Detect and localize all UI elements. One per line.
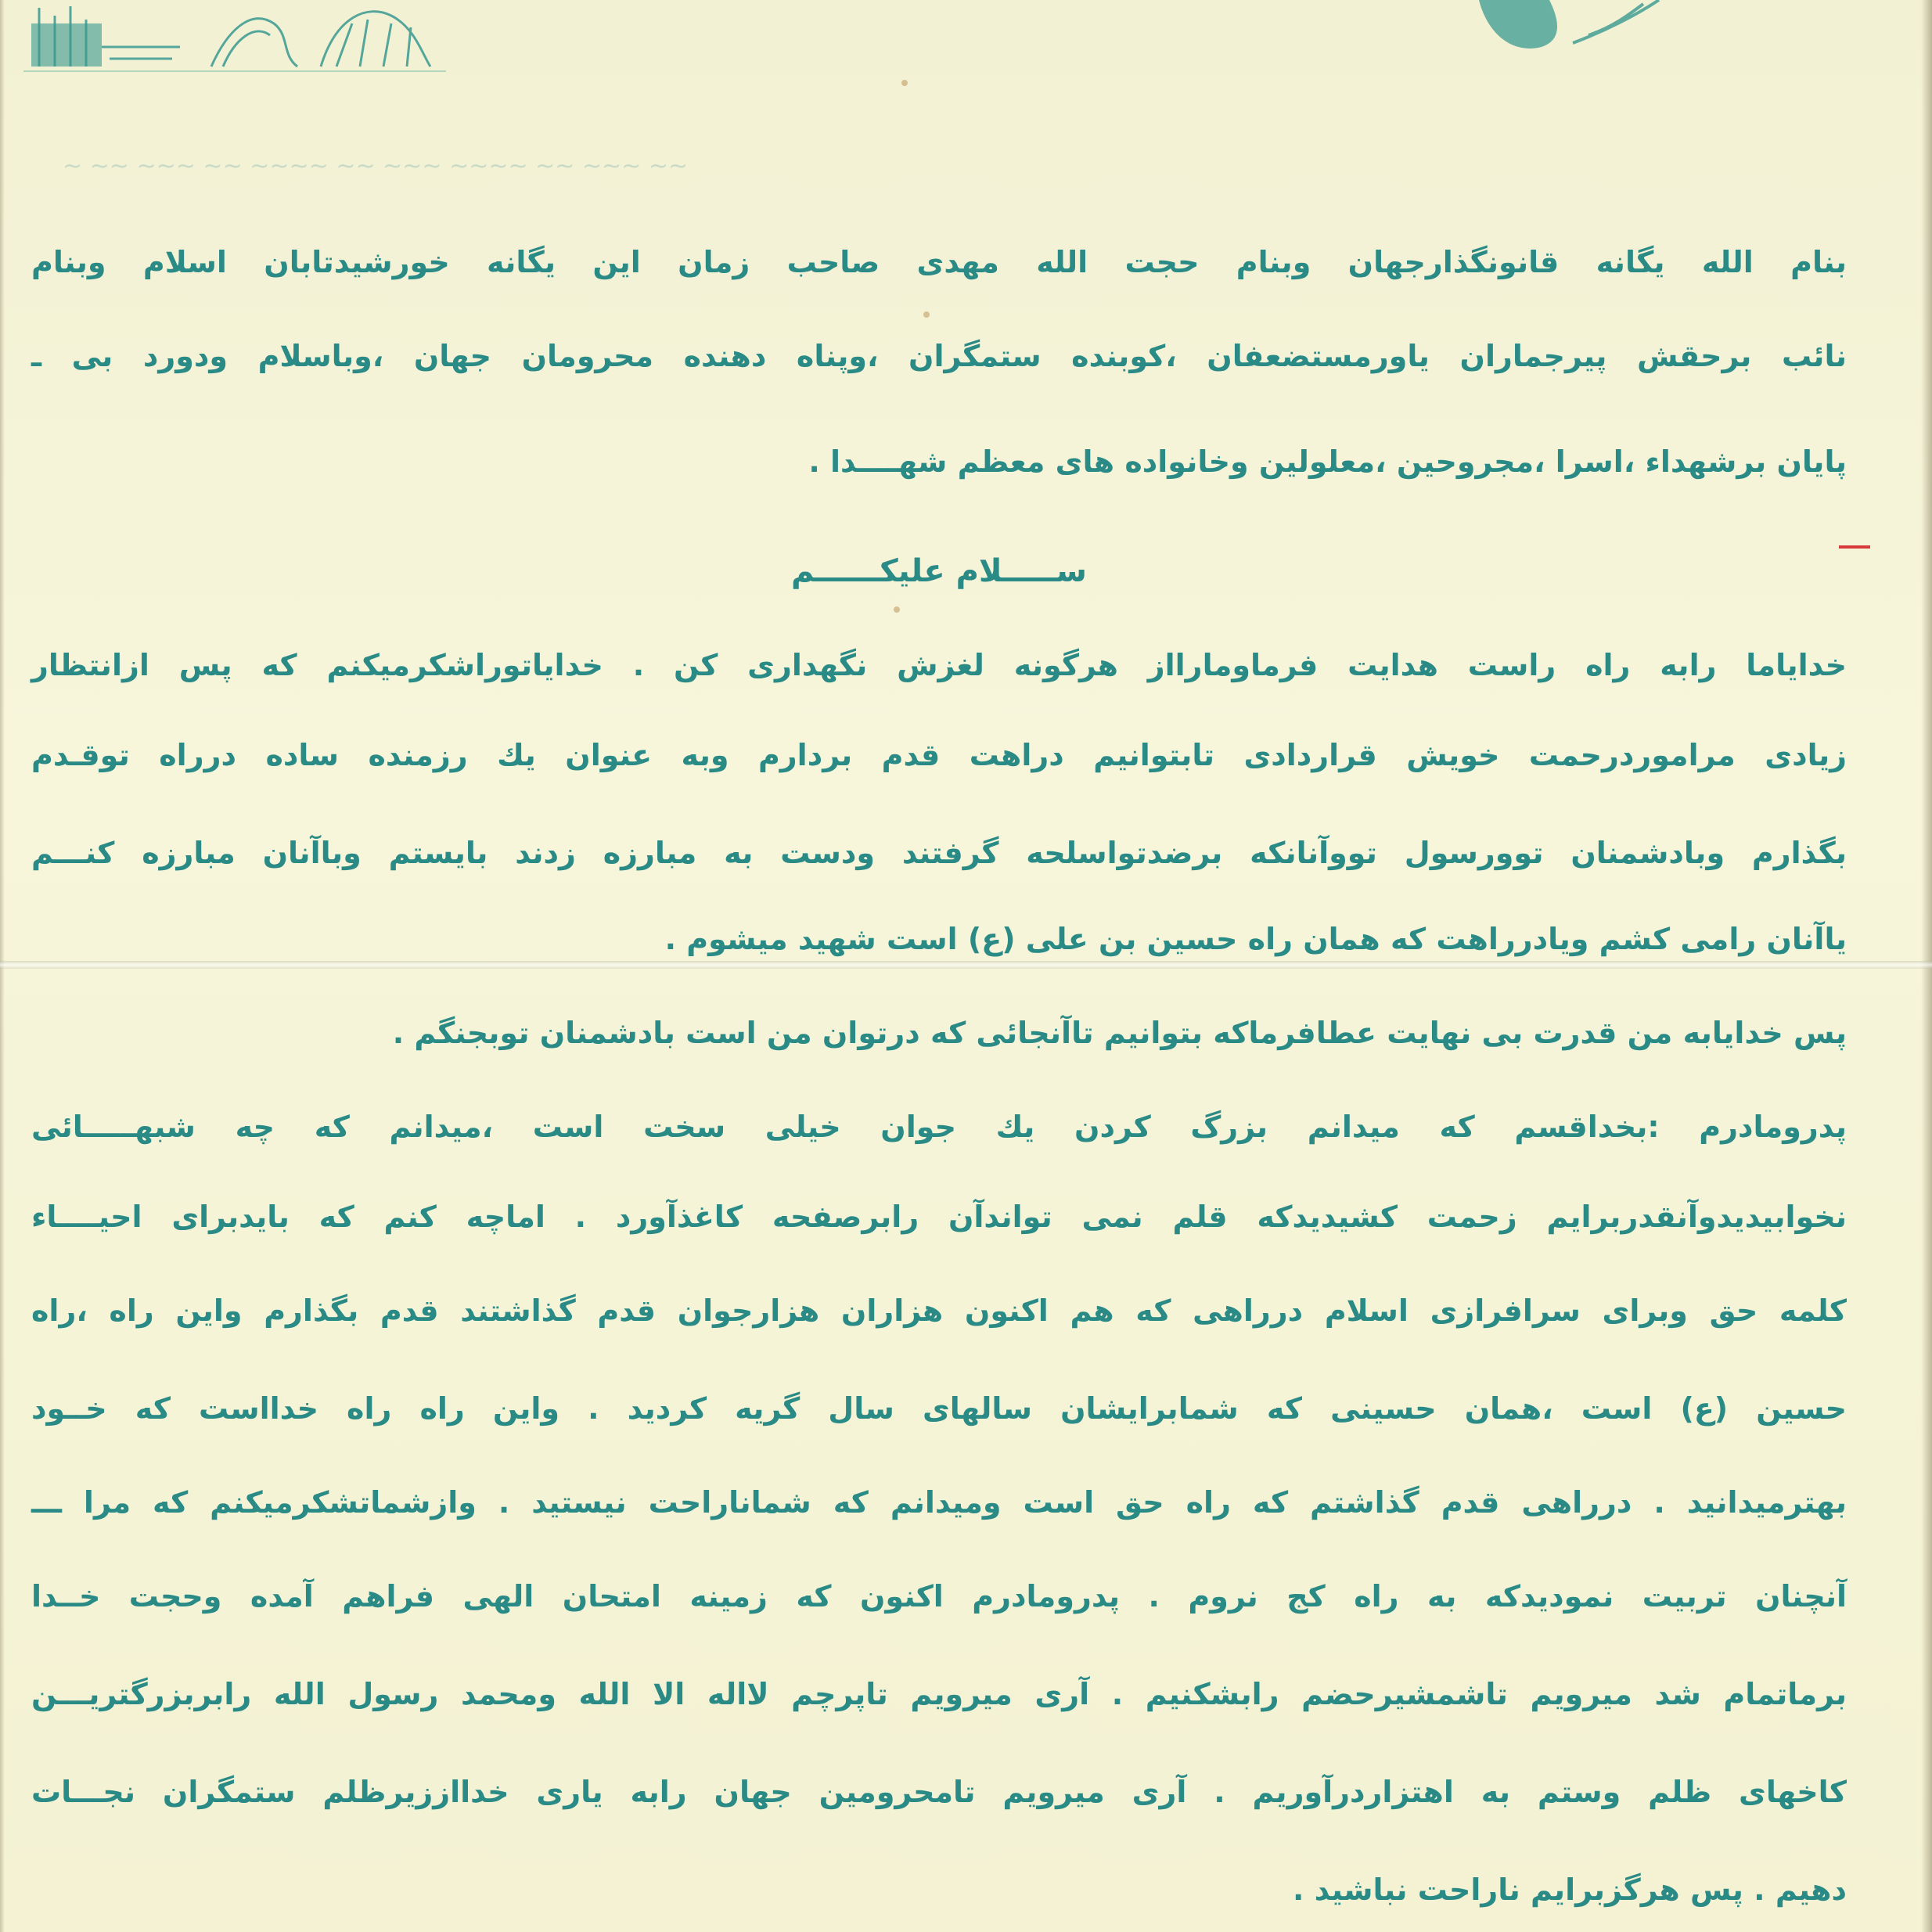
paragraph-line: حسین (ع) است ،همان حسینی که شمابرایشان سالهای سال گریه کردید . واین راه راه خدااست که خــود — [31, 1391, 1847, 1426]
paragraph-line: زیادی مراموردرحمت خویش قراردادی تابتوانیم دراهت قدم بردارم وبه عنوان یك رزمنده ساده درراه توقـدم — [31, 738, 1847, 772]
paragraph-line: خدایاما رابه راه راست هدایت فرماومارااز هرگونه لغزش نگهداری کن . خدایاتوراشکرمیکنم که پس ازانتظار — [31, 648, 1847, 682]
paragraph-line: نخوابیدیدوآنقدربرایم زحمت کشیدیدکه قلم نمی تواندآن رابرصفحه کاغذآورد . اماچه کنم که بایدبرای احیــــاء — [31, 1200, 1847, 1234]
paragraph-line: برماتمام شد میرویم تاشمشیرحضم رابشکنیم . آری میرویم تاپرچم لااله الا الله ومحمد رسول الله رابربزرگتریـــن — [31, 1677, 1847, 1711]
paragraph-line: بهترمیدانید . درراهی قدم گذاشتم که راه حق است ومیدانم که شماناراحت نیستید . وازشماتشکرمیکنم که مرا ـــ — [31, 1485, 1847, 1520]
paragraph-line: پس خدایابه من قدرت بی نهایت عطافرماکه بتوانیم تاآنجائی که درتوان من است بادشمنان توبجنگم . — [392, 1016, 1847, 1050]
paragraph-line: کلمه حق وبرای سرافرازی اسلام درراهی که هم اکنون هزاران هزارجوان قدم گذاشتند قدم بگذارم واین راه ،راه — [31, 1293, 1847, 1328]
opening-line: بنام الله یگانه قانونگذارجهان وبنام حجت الله مهدی صاحب زمان این یگانه خورشیدتابان اسلام وبنام — [31, 245, 1847, 279]
greeting: ســـــلام علیکــــــم — [791, 553, 1087, 589]
paragraph-line: دهیم . پس هرگزبرایم ناراحت نباشید . — [1292, 1873, 1847, 1907]
paragraph-line: کاخهای ظلم وستم به اهتزاردرآوریم . آری میرویم تامحرومین جهان رابه یاری خدااززیرظلم ستمگران نجـــات — [31, 1775, 1847, 1809]
paragraph-line: یاآنان رامی کشم ویادرراهت که همان راه حسین بن علی (ع) است شهید میشوم . — [664, 922, 1847, 956]
opening-line: پایان برشهداء ،اسرا ،مجروحین ،معلولین وخانواده های معظم شهــــدا . — [808, 444, 1847, 479]
letter-body — [31, 0, 1847, 1932]
opening-line: نائب برحقش پیرجماران یاورمستضعفان ،کوبنده ستمگران ،وپناه دهنده محرومان جهان ،وباسلام ودورد بی ـ — [31, 339, 1847, 373]
paragraph-line: پدرومادرم :بخداقسم که میدانم بزرگ کردن یك جوان خیلی سخت است ،میدانم که چه شبهـــــائی — [31, 1110, 1847, 1144]
paragraph-line: بگذارم وبادشمنان توورسول تووآنانکه برضدتواسلحه گرفتند ودست به مبارزه زدند بایستم وباآنان مبارزه کنـــم — [31, 836, 1847, 870]
paragraph-line: آنچنان تربیت نمودیدکه به راه کج نروم . پدرومادرم اکنون که زمینه امتحان الهی فراهم آمده وحجت خــدا — [31, 1579, 1847, 1614]
faint-reverse-text: ~ ~~ ~~~ ~~ ~~~~ ~~ ~~~ ~~~~ ~~ ~~~ ~~ — [63, 153, 689, 180]
